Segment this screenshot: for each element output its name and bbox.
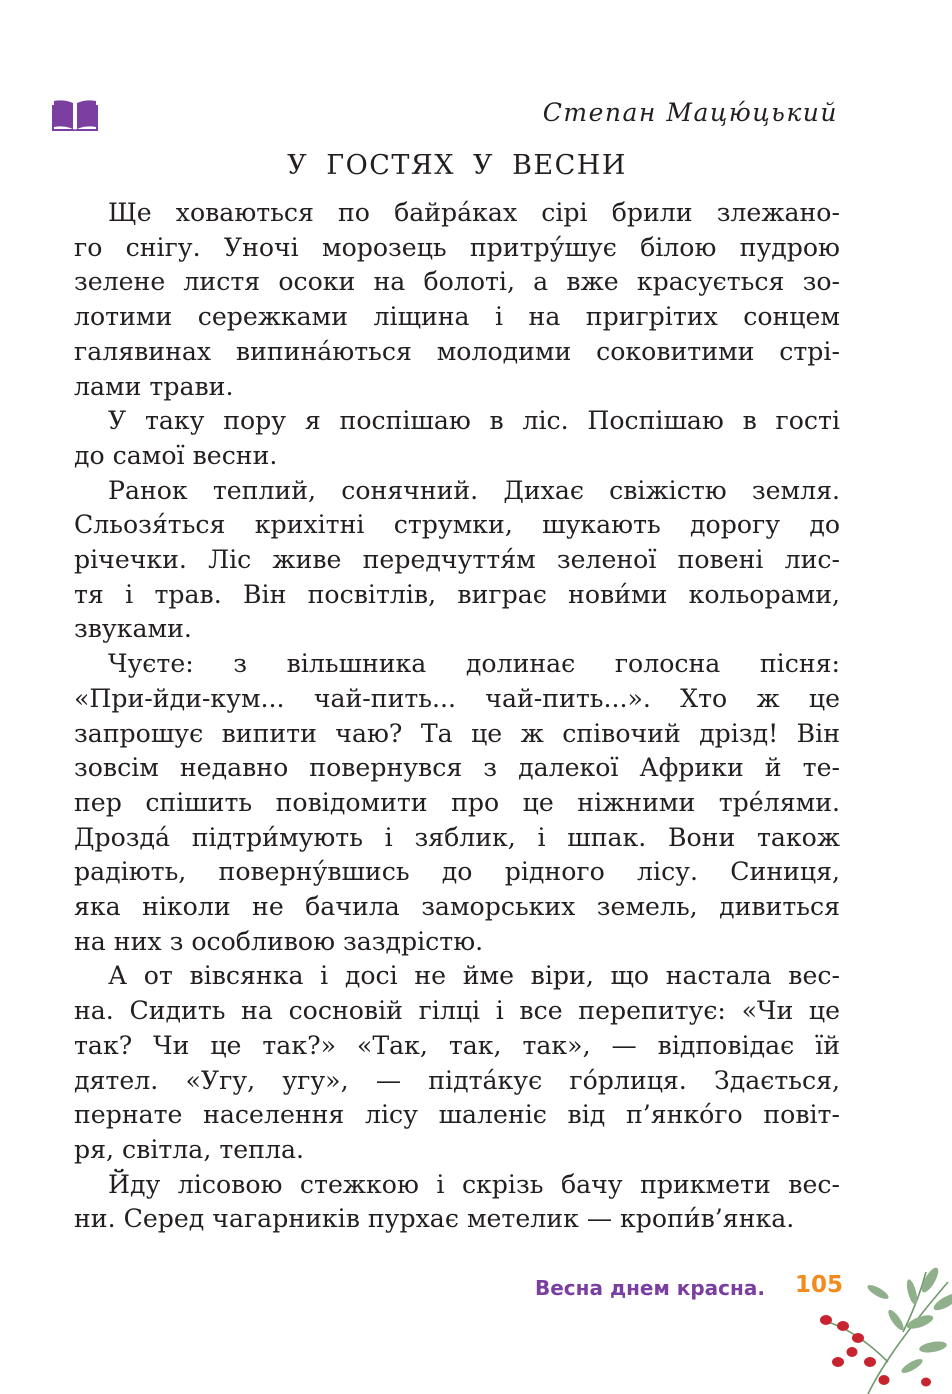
text-line: до самої весни. bbox=[74, 440, 278, 470]
text-line: У таку пору я поспішаю в ліс. Поспішаю в гості bbox=[108, 406, 840, 436]
text-line: річечки. Ліс живе передчуття́м зеленої повені лис- bbox=[74, 545, 840, 575]
paragraph bbox=[74, 404, 840, 473]
text-line: зовсім недавно повернувся з далекої Африки й те- bbox=[74, 753, 840, 783]
text-line: звуками. bbox=[74, 614, 192, 644]
text-line: лами трави. bbox=[74, 371, 234, 401]
text-line: тя і трав. Він посвітлів, виграє нови́ми кольорами, bbox=[74, 579, 840, 609]
text-line: радіють, поверну́вшись до рідного лісу. Синиця, bbox=[74, 857, 840, 887]
text-line: на. Сидить на сосновій гілці і все перепитує: «Чи це bbox=[74, 996, 840, 1026]
paragraph bbox=[74, 474, 840, 648]
author-name: Степан Мацю́цький bbox=[542, 98, 838, 127]
text-line: Сльозя́ться крихітні струмки, шукають дорогу до bbox=[74, 510, 840, 540]
paragraph bbox=[74, 959, 840, 1167]
text-line: Ще ховаються по байра́ках сірі брили злежано- bbox=[108, 198, 840, 227]
text-line: запрошує випити чаю? Та це ж співочий дрізд! Він bbox=[74, 718, 840, 748]
berry-branch-icon bbox=[808, 1262, 952, 1394]
text-line: Ранок теплий, сонячний. Дихає свіжістю земля. bbox=[108, 475, 840, 505]
text-line: Йду лісовою стежкою і скрізь бачу прикмети вес- bbox=[108, 1169, 840, 1199]
text-line: пер спішить повідомити про це ніжними тре́лями. bbox=[74, 787, 840, 817]
paragraph bbox=[74, 647, 840, 959]
text-line: ря, світла, тепла. bbox=[74, 1134, 304, 1164]
text-line: ни. Серед чагарників пурхає метелик — кропи́в’янка. bbox=[74, 1204, 795, 1234]
text-line: так? Чи це так?» «Так, так, так», — відповідає їй bbox=[74, 1030, 840, 1060]
story-title: У ГОСТЯХ У ВЕСНИ bbox=[287, 150, 627, 181]
text-line: яка ніколи не бачила заморських земель, дивиться bbox=[74, 892, 840, 922]
text-line: на них з особливою заздрістю. bbox=[74, 926, 484, 956]
text-line: го снігу. Уночі морозець притру́шує білою пудрою bbox=[74, 232, 840, 262]
text-line: Чуєте: з вільшника долинає голосна пісня: bbox=[108, 649, 840, 679]
story-text bbox=[74, 196, 840, 1237]
text-line: галявинах випина́ються молодими соковитими стрі- bbox=[74, 336, 840, 366]
open-book-icon bbox=[52, 98, 98, 132]
text-line: «При-йди-кум... чай-пить... чай-пить...». Хто ж це bbox=[74, 683, 840, 713]
text-line: А от вівсянка і досі не йме віри, що настала вес- bbox=[108, 961, 840, 991]
text-line: дятел. «Угу, угу», — підта́кує го́рлиця. Здається, bbox=[74, 1065, 840, 1095]
text-line: пернате населення лісу шаленіє від п’янко́го повіт- bbox=[74, 1100, 840, 1130]
page-number: 105 bbox=[795, 1272, 844, 1298]
section-title: Весна днем красна. bbox=[535, 1276, 765, 1300]
paragraph bbox=[74, 196, 840, 404]
text-line: Дрозда́ підтри́мують і зяблик, і шпак. Вони також bbox=[74, 822, 840, 852]
paragraph bbox=[74, 1168, 840, 1237]
text-line: лотими сережками ліщина і на пригрітих сонцем bbox=[74, 302, 840, 332]
text-line: зелене листя осоки на болоті, а вже красується зо- bbox=[74, 267, 840, 297]
